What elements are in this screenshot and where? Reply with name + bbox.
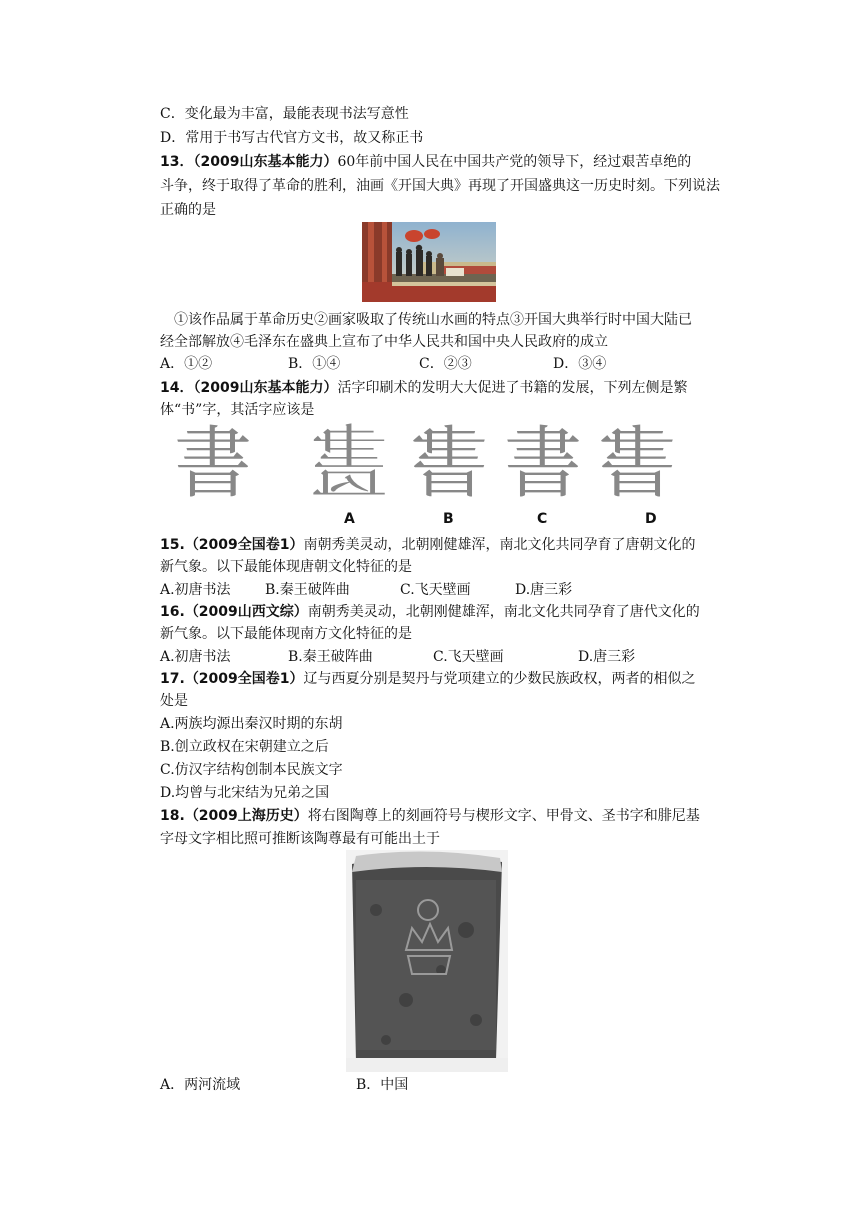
q18-number: 18. [160, 808, 185, 824]
q14-char-c: 書 [504, 419, 583, 509]
q17-number: 17. [160, 671, 185, 687]
q16-stem-line2: 新气象。以下最能体现南方文化特征的是 [160, 626, 412, 642]
q18-option-b: B．中国 [356, 1077, 409, 1093]
q14-stem-line1 [160, 378, 687, 398]
q17-option-b: B.创立政权在宋朝建立之后 [160, 739, 329, 755]
q18-source: （2009上海历史） [184, 808, 308, 824]
q13-stem-line2: 斗争，终于取得了革命的胜利，油画《开国大典》再现了开国盛典这一历史时刻。下列说法 [160, 178, 720, 194]
q14-label-b: B [443, 511, 454, 527]
q14-char-d: 書 [598, 419, 677, 509]
q13-option-b: B．①④ [288, 356, 341, 372]
q14-number: 14． [160, 380, 194, 396]
q14-source: （2009山东基本能力） [193, 380, 338, 396]
q16-option-c: C.飞天壁画 [433, 649, 504, 665]
q17-stem-line2: 处是 [160, 693, 188, 709]
q15-text1: 南朝秀美灵动，北朝刚健雄浑，南北文化共同孕育了唐朝文化的 [303, 537, 696, 553]
q18-stem-line2: 字母文字相比照可推断该陶尊最有可能出土于 [160, 831, 440, 847]
q17-option-a: A.两族均源出秦汉时期的东胡 [160, 716, 343, 732]
q15-source: （2009全国卷1） [184, 537, 304, 553]
q15-stem-line1 [160, 535, 696, 555]
q16-option-d: D.唐三彩 [578, 649, 636, 665]
q18-option-a: A．两河流域 [160, 1077, 241, 1093]
q16-option-a: A.初唐书法 [160, 649, 231, 665]
q17-stem-line1 [160, 669, 696, 689]
q12-option-d: D．常用于书写古代官方文书，故又称正书 [160, 130, 424, 146]
q13-number: 13． [160, 154, 194, 170]
q14-label-c: C [537, 511, 548, 527]
q14-stem-line2: 体“书”字，其活字应该是 [160, 402, 315, 418]
q14-label-d: D [645, 511, 657, 527]
q18-text1: 将右图陶尊上的刻画符号与楔形文字、甲骨文、圣书字和腓尼基 [307, 808, 700, 824]
q14-text1: 活字印刷术的发明大大促进了书籍的发展，下列左侧是繁 [337, 380, 688, 396]
q14-char-b: 書 [410, 419, 489, 509]
q13-option-a: A．①② [160, 356, 213, 372]
q16-source: （2009山西文综） [184, 604, 308, 620]
q13-statements-line1: ①该作品属于革命历史②画家吸取了传统山水画的特点③开国大典举行时中国大陆已 [174, 312, 692, 328]
q16-option-b: B.秦王破阵曲 [288, 649, 373, 665]
q13-statements-line2: 经全部解放④毛泽东在盛典上宣布了中华人民共和国中央人民政府的成立 [160, 334, 608, 350]
q16-stem-line1 [160, 602, 700, 622]
founding-ceremony-painting [362, 222, 496, 302]
q13-stem-line1 [160, 152, 691, 172]
pottery-urn-photo [346, 850, 508, 1072]
q13-stem-line3: 正确的是 [160, 202, 216, 218]
q17-option-c: C.仿汉字结构创制本民族文字 [160, 762, 343, 778]
q13-text1: 60年前中国人民在中国共产党的领导下，经过艰苦卓绝的 [337, 154, 692, 170]
q15-option-a: A.初唐书法 [160, 582, 231, 598]
q18-stem-line1 [160, 806, 700, 826]
q15-number: 15. [160, 537, 185, 553]
q14-label-a: A [344, 511, 355, 527]
q15-option-c: C.飞天壁画 [400, 582, 471, 598]
q16-number: 16. [160, 604, 185, 620]
q15-option-d: D.唐三彩 [515, 582, 573, 598]
q15-stem-line2: 新气象。以下最能体现唐朝文化特征的是 [160, 559, 412, 575]
q15-option-b: B.秦王破阵曲 [265, 582, 350, 598]
q12-option-c: C．变化最为丰富，最能表现书法写意性 [160, 106, 409, 122]
q17-text1: 辽与西夏分别是契丹与党项建立的少数民族政权，两者的相似之 [303, 671, 696, 687]
q17-option-d: D.均曾与北宋结为兄弟之国 [160, 785, 330, 801]
q14-char-a: 𦘕 [310, 419, 389, 509]
q13-option-c: C．②③ [419, 356, 472, 372]
q17-source: （2009全国卷1） [184, 671, 304, 687]
q13-option-d: D．③④ [553, 356, 607, 372]
q13-source: （2009山东基本能力） [193, 154, 338, 170]
q14-reference-char: 書 [174, 419, 253, 509]
q16-text1: 南朝秀美灵动，北朝刚健雄浑，南北文化共同孕育了唐代文化的 [307, 604, 700, 620]
